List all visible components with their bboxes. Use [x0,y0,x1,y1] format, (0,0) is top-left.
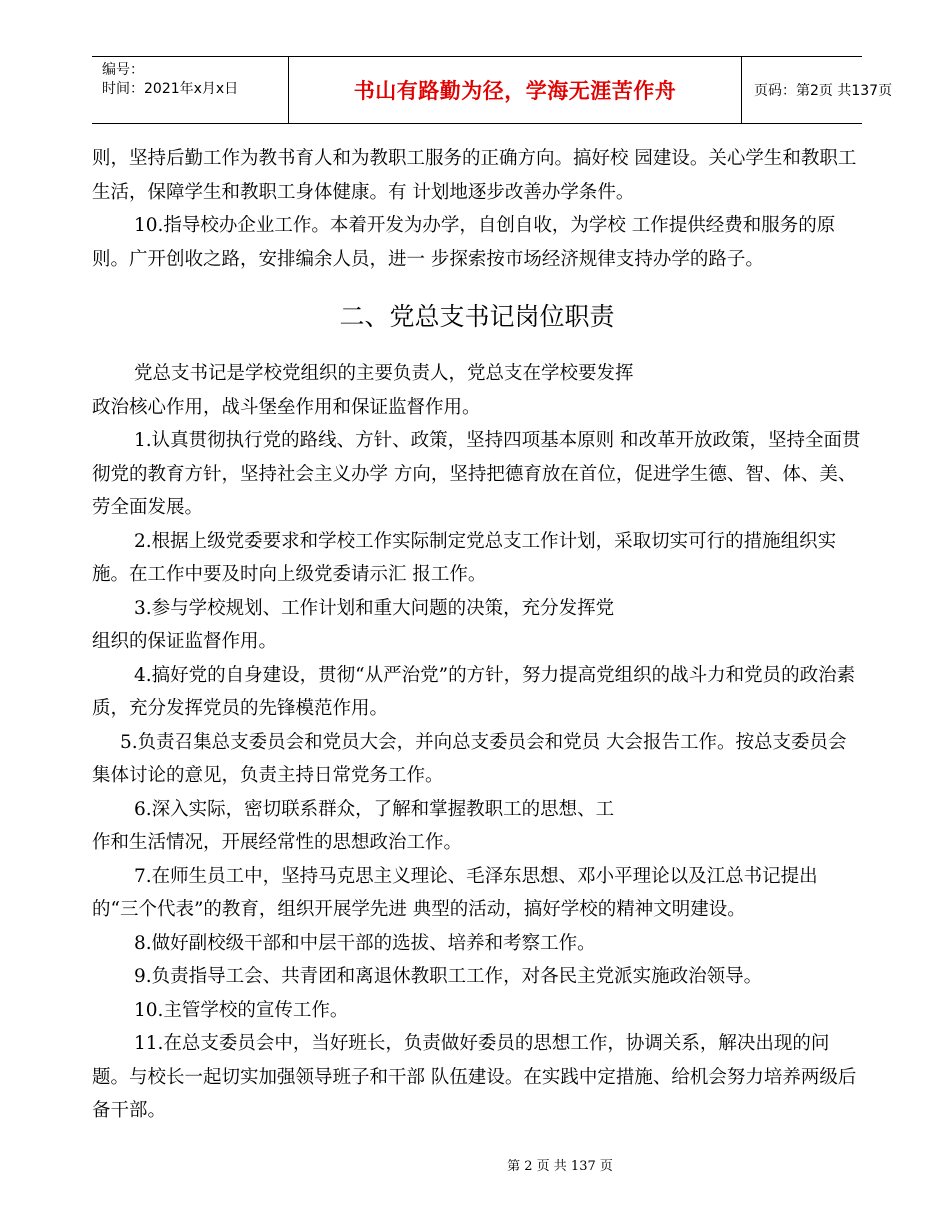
duty-item: 3.参与学校规划、工作计划和重大问题的决策，充分发挥党 [134,597,615,619]
page-footer [0,1155,950,1174]
duty-item: 4.搞好党的自身建设，贯彻“从严治党”的方针，努力提高党组织的战斗力和党员的政治素质，充分发挥党员的先锋模范作用。 [92,664,856,719]
page-header [92,56,893,124]
duty-item: 10.主管学校的宣传工作。 [134,999,349,1021]
duty-item: 9.负责指导工会、共青团和离退休教职工工作，对各民主党派实施政治领导。 [134,966,763,987]
header-motto-cell [288,57,742,123]
intro-paragraph-line: 政治核心作用，战斗堡垒作用和保证监督作用。 [92,396,481,418]
section-heading: 二、党总支书记岗位职责 [339,302,615,331]
duty-item: 11.在总支委员会中，当好班长，负责做好委员的思想工作，协调关系，解决出现的问题。与校长一起切实加强领导班子和干部 队伍建设。在实践中定措施、给机会努力培养两级后备干部。 [92,1033,857,1121]
paragraph: 则，坚持后勤工作为教书育人和为教职工服务的正确方向。搞好校 园建设。关心学生和教职工生活，保障学生和教职工身体健康。有 计划地逐步改善办学条件。 [92,148,857,203]
header-page-info: 页码：第2页 共137页 [754,83,893,99]
duty-item: 6.深入实际，密切联系群众，了解和掌握教职工的思想、工 [134,798,615,820]
document-number-label: 编号： [102,62,144,78]
document-time: 时间：2021年x月x日 [102,81,239,97]
duty-item: 5.负责召集总支委员会和党员大会，并向总支委员会和党员 大会报告工作。按总支委员会集体讨论的意见，负责主持日常党务工作。 [92,731,847,786]
paragraph: 10.指导校办企业工作。本着开发为办学，自创自收，为学校 工作提供经费和服务的原则。广开创收之路，安排编余人员，进一 步探索按市场经济规律支持办学的路子。 [92,215,836,270]
duty-item: 7.在师生员工中，坚持马克思主义理论、毛泽东思想、邓小平理论以及江总书记提出的“三个代表”的教育，组织开展学先进 典型的活动，搞好学校的精神文明建设。 [92,865,818,920]
header-meta [92,57,288,123]
document-body [92,142,862,1128]
duty-item: 1.认真贯彻执行党的路线、方针、政策，坚持四项基本原则 和改革开放政策，坚持全面贯彻党的教育方针，坚持社会主义办学 方向，坚持把德育放在首位，促进学生德、智、体、美、劳全面发展。 [92,430,861,518]
duty-item: 8.做好副校级干部和中层干部的选拔、培养和考察工作。 [134,932,596,954]
duty-item: 组织的保证监督作用。 [92,631,278,652]
footer-page-number: 第 2 页 共 137 页 [507,1159,613,1174]
duty-item: 作和生活情况，开展经常性的思想政治工作。 [92,832,463,853]
duty-item: 2.根据上级党委要求和学校工作实际制定党总支工作计划，采取切实可行的措施组织实施。在工作中要及时向上级党委请示汇 报工作。 [92,530,837,585]
intro-paragraph-line: 党总支书记是学校党组织的主要负责人，党总支在学校要发挥 [134,363,634,384]
header-motto: 书山有路勤为径，学海无涯苦作舟 [353,79,677,103]
